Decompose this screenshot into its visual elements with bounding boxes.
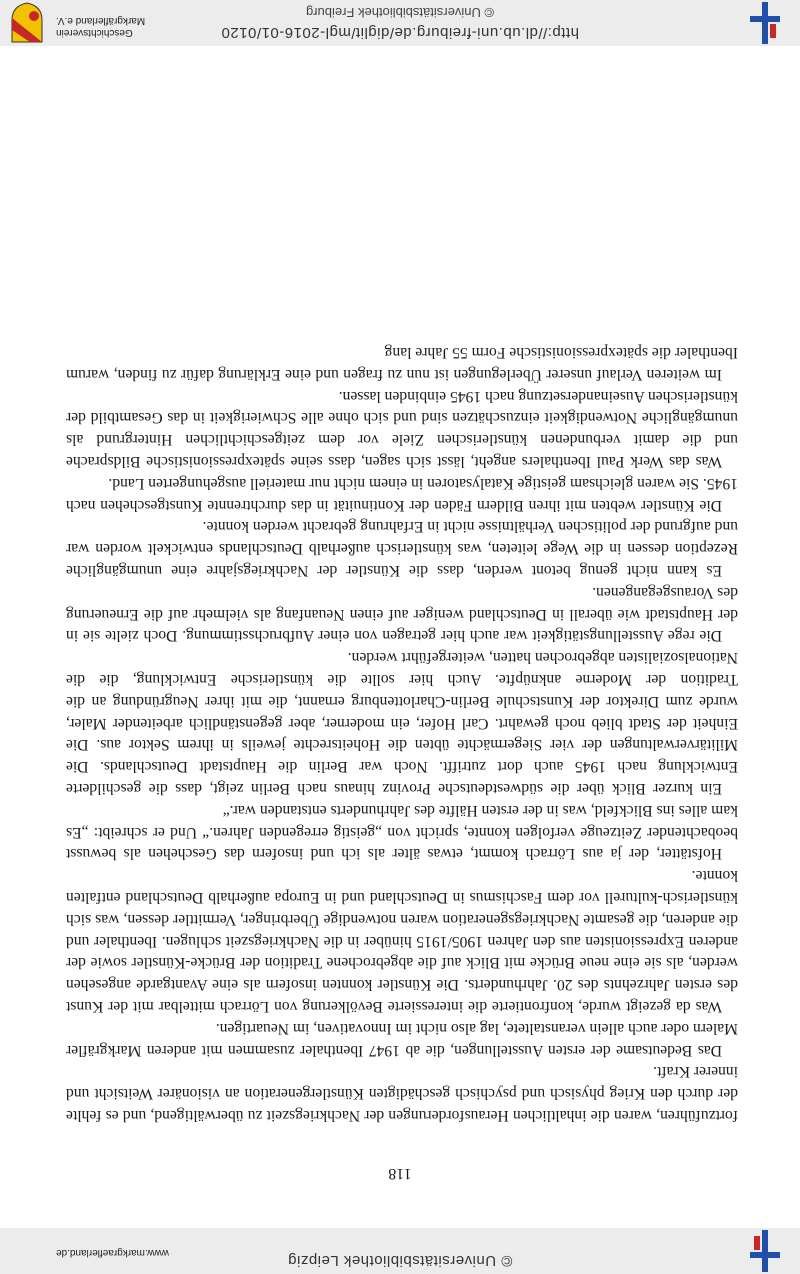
paragraph: Im weiteren Verlauf unserer Überlegungen ist nun zu fragen und eine Erklärung dafür zu finden, warum Ibenthaler die spätexpressionistische Form 55 Jahre lang	[66, 344, 738, 383]
bottom-copyright-text: © Universitätsbibliothek Leipzig	[287, 1252, 513, 1269]
library-copyright-text: © Universitätsbibliothek Freiburg	[305, 5, 495, 20]
paragraph: Das Bedeutsame der ersten Ausstellungen, die ab 1947 Ibenthaler zusammen mit anderen Markgräfler Malern oder auch allein veranstaltete, lag also nicht im Innovativen, im Neuartigen.	[66, 1019, 738, 1059]
bottom-right-text: www.markgraeflerland.de	[56, 1247, 169, 1258]
page-body-text	[66, 341, 738, 1126]
society-name	[56, 14, 186, 38]
viewer-footer-bar	[0, 1228, 800, 1274]
paragraph: Was da gezeigt wurde, konfrontierte die interessierte Bevölkerung von Lörrach mittelbar mit der Kunst des ersten Jahrzehnts des 20. Jahrhunderts. Die Künstler konnten insofern als eine Avantgarde angesehen werden, als sie eine neue Brücke mit Blick auf die abgebrochene Tradition der Brücke-Künstler sowie der anderen Expressionisten aus den Jahren 1905/1915 hinüber in die Nachkriegszeit schlugen. Ibenthaler und die anderen, die gesamte Nachkriegsgeneration waren notwendige Überbringer, Vermittler dessen, was sich künstlerisch-kulturell vor dem Faschismus in Deutschland und in Europa außerhalb Deutschland entfalten konnte.	[66, 867, 738, 1016]
paragraph: Ein kurzer Blick über die südwestdeutsche Provinz hinaus nach Berlin zeigt, dass die geschilderte Entwicklung nach 1945 auch dort zutrifft. Noch war Berlin die Hauptstadt Deutschlands. Die Militärverwaltungen der vier Siegermächte übten die Hoheitsrechte jeweils in ihrem Sektor aus. Die Einheit der Stadt blieb noch gewahrt. Carl Hofer, ein moderner, aber gegenständlich arbeitender Maler, wurde zum Direktor der Kunstschule Berlin-Charlottenburg ernannt, die mit ihrer Neugründung an die Tradition der Moderne anknüpfte. Auch hier sollte die künstlerische Entwicklung, die die Nationalsozialisten abgebrochen hatten, weitergeführt werden.	[66, 649, 738, 798]
paragraph: fortzuführen, waren die inhaltlichen Herausforderungen der Nachkriegszeit zu überwältigend, und es fehlte der durch den Krieg physisch und psychisch geschädigten Künstlergeneration an visionärer Weitsicht und innerer Kraft.	[66, 1063, 738, 1124]
document-url-link[interactable]: http://dl.ub.uni-freiburg.de/diglit/mgl-2016-01/0120	[221, 24, 579, 41]
coat-of-arms-icon	[10, 2, 44, 44]
paragraph: Was das Werk Paul Ibenthalers angeht, lässt sich sagen, dass seine spätexpressionistische Bildsprache und die damit verbundenen künstlerischen Ziele vor dem zeitgeschichtlichen Hintergrund als unumgängliche Notwendigkeit einzuschätzen sind und sich ohne alle Schwierigkeit in das Gesamtbild der künstlerischen Auseinandersetzung nach 1945 einbinden lassen.	[66, 387, 738, 471]
paragraph: Die rege Ausstellungstätigkeit war auch hier getragen von einer Aufbruchsstimmung. Doch zielte sie in der Hauptstadt wie überall in Deutschland weniger auf einen Neuanfang als vielmehr auf die Erneuerung des Vorausgegangenen.	[66, 583, 738, 645]
society-name-line1: Geschichtsverein	[56, 27, 133, 38]
society-name-line2: Markgräflerland e.V.	[56, 15, 146, 26]
paragraph: Hofstätter, der ja aus Lörrach kommt, etwas älter als ich und insofern das Geschehen als bewusst beobachtender Zeitzeuge verfolgen konnte, spricht von „geistig erregenden Jahren.“ Und er schreibt: „Es kam alles ins Blickfeld, was in der ersten Hälfte des Jahrhunderts entstanden war.“	[66, 801, 738, 863]
paragraph: Die Künstler webten mit ihren Bildern Fäden der Kontinuität in das durchtrennte Kunstgeschehen nach 1945. Sie waren gleichsam geistige Katalysatoren in einem nicht nur materiell ausgehungerten Land.	[66, 474, 738, 514]
page-number: 118	[388, 1165, 412, 1182]
paragraph: Es kann nicht genug betont werden, dass die Künstler der Nachkriegsjahre eine unumgängliche Rezeption dessen in die Wege leiteten, was künstlerisch außerhalb Deutschlands entwickelt worden war und aufgrund der politischen Verhältnisse nicht in Erfahrung gebracht werden konnte.	[66, 518, 738, 580]
viewer-header-bar	[0, 0, 800, 46]
